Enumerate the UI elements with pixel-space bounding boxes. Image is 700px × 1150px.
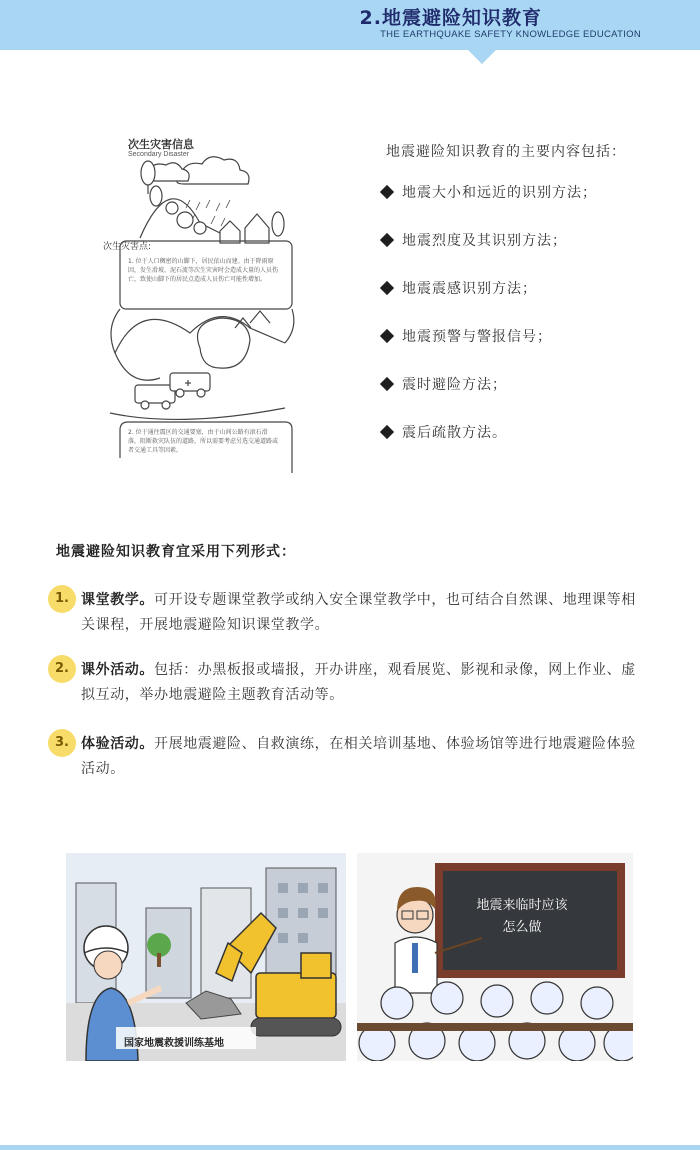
form-item-text: 包括：办黑板报或墙报，开办讲座，观看展览、影视和录像，网上作业、虚拟互动，举办地震避险主题教育活动等。: [81, 662, 636, 703]
illustration-points-label: 次生灾害点:: [103, 242, 152, 252]
list-item-text: 地震烈度及其识别方法；: [402, 233, 567, 249]
list-item: [380, 278, 597, 326]
content-list: [380, 182, 597, 470]
list-item-text: 地震预警与警报信号；: [402, 329, 552, 345]
diamond-bullet-icon: [380, 233, 394, 247]
rescue-training-base-picture: [66, 853, 346, 1061]
diamond-bullet-icon: [380, 425, 394, 439]
illustration-note-1: 1. 位于人口稠密的山脚下，居民依山而建。由于降雨原因，发生滑坡、泥石流等次生灾害时会造成大量的人员伤亡，致使山脚下的居民点造成人员伤亡可能性增加。: [128, 258, 279, 283]
list-item: [380, 326, 597, 374]
diamond-bullet-icon: [380, 329, 394, 343]
picture-caption: 国家地震救援训练基地: [124, 1038, 224, 1049]
number-badge: 3.: [48, 729, 76, 757]
list-item-text: 震时避险方法；: [402, 377, 507, 393]
list-item: [380, 182, 597, 230]
section-subtitle: THE EARTHQUAKE SAFETY KNOWLEDGE EDUCATION: [380, 29, 641, 40]
blackboard-text: [452, 895, 592, 939]
list-item-text: 震后疏散方法。: [402, 425, 507, 441]
classroom-picture: [357, 853, 633, 1061]
content-intro: 地震避险知识教育的主要内容包括：: [386, 144, 626, 160]
list-item: [380, 230, 597, 278]
form-item-title: 课外活动。: [81, 662, 154, 678]
illustration-note-2: 2. 位于通往震区的交通要塞，由于山间公路有滚石滑落，阻断救灾队伍的道路，所以需要考虑另选交通道路或者交通工具等因素。: [128, 429, 279, 454]
header-banner: [0, 0, 700, 50]
illustration-subtitle: Secondary Disaster: [128, 151, 190, 158]
diamond-bullet-icon: [380, 185, 394, 199]
form-item-text: 开展地震避险、自救演练，在相关培训基地、体验场馆等进行地震避险体验活动。: [81, 736, 636, 777]
list-item: [380, 422, 597, 470]
blackboard-line-1: 地震来临时应该: [476, 898, 568, 913]
bottom-divider: [0, 1145, 700, 1150]
banner-arrow-decoration: [468, 50, 496, 64]
number-badge: 1.: [48, 585, 76, 613]
list-item-text: 地震震感识别方法；: [402, 281, 537, 297]
section-title: 2.地震避险知识教育: [359, 7, 542, 29]
illustration-title: 次生灾害信息: [128, 138, 194, 151]
diamond-bullet-icon: [380, 377, 394, 391]
diamond-bullet-icon: [380, 281, 394, 295]
form-item-text: 可开设专题课堂教学或纳入安全课堂教学中，也可结合自然课、地理课等相关课程，开展地震避险知识课堂教学。: [81, 592, 636, 633]
forms-heading: 地震避险知识教育宜采用下列形式：: [56, 544, 296, 560]
blackboard-line-2: 怎么做: [502, 920, 542, 935]
list-item: [380, 374, 597, 422]
form-item-title: 课堂教学。: [81, 592, 154, 608]
form-item-title: 体验活动。: [81, 736, 154, 752]
number-badge: 2.: [48, 655, 76, 683]
secondary-disaster-illustration: [100, 128, 300, 473]
list-item-text: 地震大小和远近的识别方法；: [402, 185, 597, 201]
